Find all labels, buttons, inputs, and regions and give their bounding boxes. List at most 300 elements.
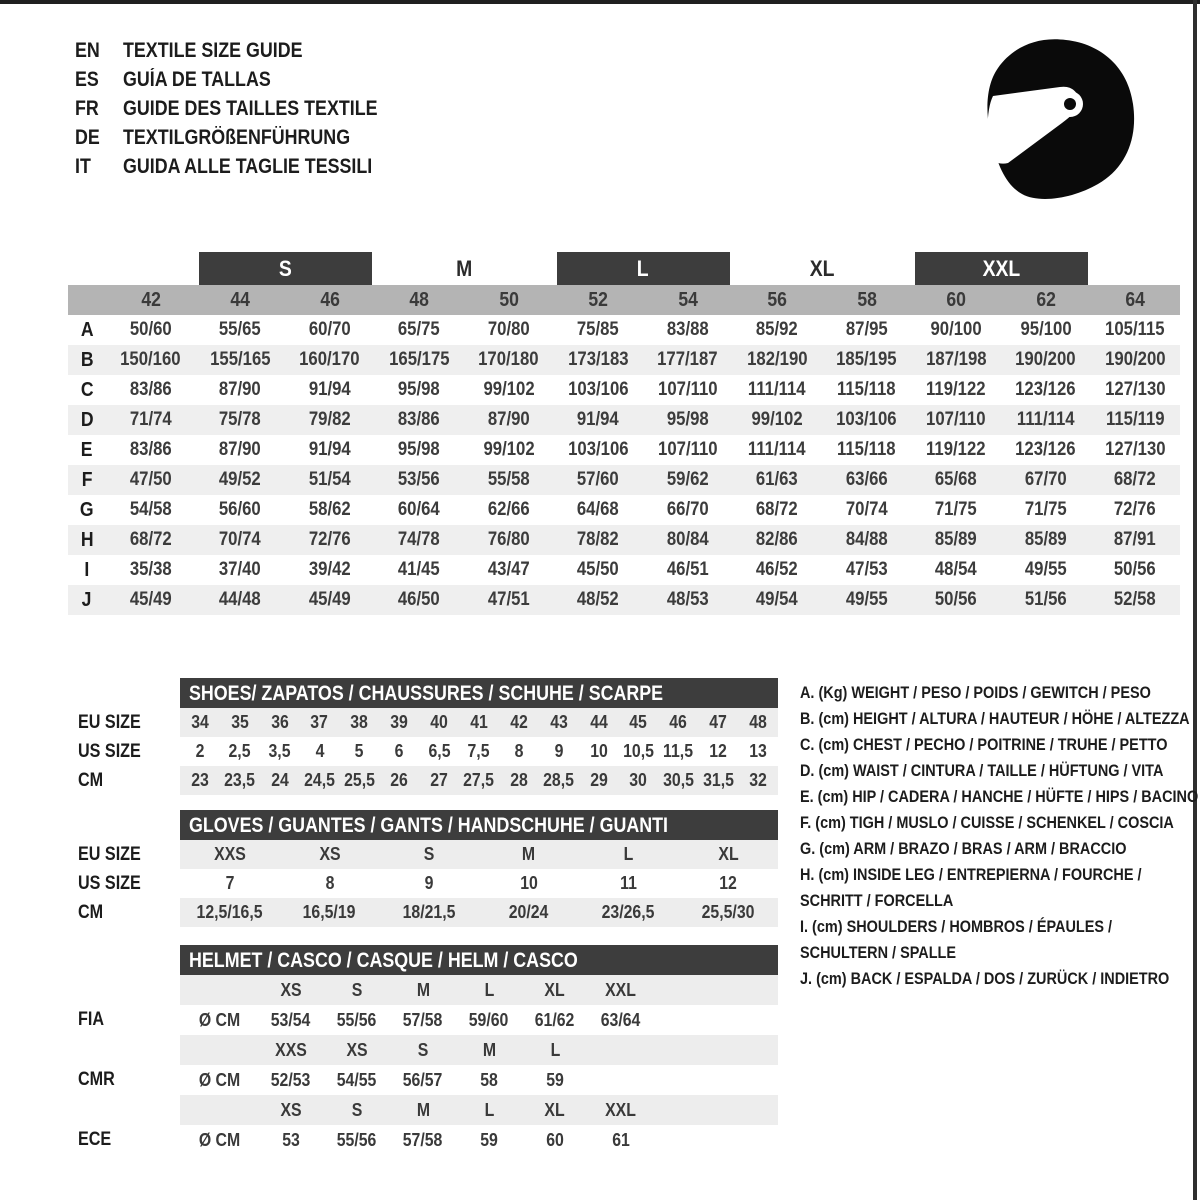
cell-text: 182/190 bbox=[747, 349, 808, 370]
numeric-size-cell bbox=[822, 285, 912, 315]
size-value-cell bbox=[339, 770, 379, 791]
size-value-cell bbox=[280, 873, 380, 894]
measurement-cell bbox=[106, 435, 196, 465]
spacer-cell bbox=[1091, 252, 1181, 285]
language-row bbox=[75, 123, 422, 152]
legend-line bbox=[800, 836, 1198, 862]
measurement-cell bbox=[554, 555, 644, 585]
cell-text: 60 bbox=[946, 288, 967, 311]
section-row-label-text: US SIZE bbox=[78, 872, 141, 894]
cell-text: 29 bbox=[589, 770, 608, 790]
cell-text: 57/58 bbox=[403, 1129, 443, 1150]
cell-text: 9 bbox=[424, 873, 434, 893]
gloves-table bbox=[78, 810, 778, 927]
cell-text: 54 bbox=[677, 288, 698, 311]
section-row-label bbox=[78, 975, 180, 1005]
measurement-cell bbox=[464, 585, 554, 615]
size-value-cell bbox=[339, 741, 379, 762]
section-row-label bbox=[78, 1005, 180, 1035]
size-value-cell bbox=[539, 741, 579, 762]
cell-text: 46 bbox=[669, 712, 688, 732]
cell-text: 49/55 bbox=[1024, 559, 1067, 580]
cell-text: 55/65 bbox=[219, 319, 262, 340]
row-letter-cell bbox=[68, 555, 106, 585]
helmet-size-cell bbox=[324, 980, 390, 1001]
size-value-cell bbox=[260, 741, 300, 762]
language-code-text: DE bbox=[75, 126, 100, 149]
row-letter: A bbox=[80, 318, 94, 341]
measurement-cell bbox=[1001, 495, 1091, 525]
measurement-cell bbox=[733, 315, 823, 345]
size-value-cell bbox=[339, 712, 379, 733]
size-value-cell bbox=[539, 712, 579, 733]
helmet-size-cell bbox=[390, 980, 456, 1001]
legend-item bbox=[800, 680, 1198, 706]
size-value-cell bbox=[280, 902, 380, 923]
legend-line bbox=[800, 940, 1198, 966]
cell-text: 60 bbox=[546, 1129, 564, 1150]
cell-text: 28,5 bbox=[543, 770, 575, 790]
section-row-label bbox=[78, 810, 180, 840]
measurement-cell bbox=[1001, 315, 1091, 345]
cell-text: 56/57 bbox=[403, 1069, 443, 1090]
size-value-cell bbox=[419, 712, 459, 733]
cell-text: 47 bbox=[709, 712, 727, 732]
cell-text: 2 bbox=[195, 741, 205, 761]
cell-text: 59/62 bbox=[666, 469, 709, 490]
cell-text: 25,5/30 bbox=[701, 902, 755, 922]
cell-text: 95/100 bbox=[1020, 319, 1072, 340]
helmet-size-cell bbox=[522, 980, 588, 1001]
measurement-row bbox=[68, 495, 1180, 525]
measurement-row bbox=[68, 465, 1180, 495]
measurement-cell bbox=[1001, 435, 1091, 465]
cell-text: 95/98 bbox=[398, 379, 441, 400]
measurement-row bbox=[68, 405, 1180, 435]
gloves-title: GLOVES / GUANTES / GANTS / HANDSCHUHE / GUANTI bbox=[189, 814, 669, 837]
guide-title-text: GUIDE DES TAILLES TEXTILE bbox=[123, 97, 378, 120]
measurement-cell bbox=[733, 435, 823, 465]
row-letter: F bbox=[81, 468, 93, 491]
row-letter: G bbox=[80, 498, 94, 521]
cell-text: 35/38 bbox=[129, 559, 172, 580]
cell-text: 30,5 bbox=[662, 770, 694, 790]
section-row-label-text: EU SIZE bbox=[78, 711, 141, 733]
cell-text: XXS bbox=[275, 1039, 307, 1060]
measurement-cell bbox=[554, 525, 644, 555]
size-value-cell bbox=[499, 741, 539, 762]
helmet-title: HELMET / CASCO / CASQUE / HELM / CASCO bbox=[189, 949, 578, 972]
helmet-standard-label: FIA bbox=[78, 1009, 105, 1030]
size-group-cell bbox=[912, 252, 1091, 285]
helmet-size-cell bbox=[588, 1100, 654, 1121]
shoes-title: SHOES/ ZAPATOS / CHAUSSURES / SCHUHE / SCARPE bbox=[189, 682, 664, 705]
cell-text: 20/24 bbox=[509, 902, 549, 922]
cell-text: 185/195 bbox=[836, 349, 897, 370]
row-letter-cell bbox=[68, 315, 106, 345]
size-value-cell bbox=[738, 741, 778, 762]
cell-text: L bbox=[484, 1099, 494, 1120]
diameter-unit-text: Ø CM bbox=[198, 1069, 240, 1090]
size-value-cell bbox=[479, 902, 579, 923]
helmet-value-cell bbox=[522, 1130, 588, 1151]
gloves-data-row bbox=[78, 840, 778, 869]
measurement-row bbox=[68, 375, 1180, 405]
cell-text: 91/94 bbox=[308, 379, 351, 400]
measurement-cell bbox=[1091, 345, 1181, 375]
cell-text: S bbox=[351, 1099, 363, 1120]
cell-text: XXL bbox=[605, 1099, 637, 1120]
cell-text: 58 bbox=[856, 288, 877, 311]
cell-text: L bbox=[623, 844, 634, 864]
cell-text: 55/58 bbox=[487, 469, 530, 490]
measurement-cell bbox=[464, 465, 554, 495]
cell-text: 59 bbox=[546, 1069, 564, 1090]
helmet-size-cell bbox=[390, 1100, 456, 1121]
cell-text: 123/126 bbox=[1015, 379, 1076, 400]
helmet-size-cell bbox=[456, 1040, 522, 1061]
measurement-cell bbox=[822, 555, 912, 585]
helmet-sizes-row bbox=[78, 975, 778, 1005]
measurement-cell bbox=[1091, 375, 1181, 405]
guide-title bbox=[123, 65, 297, 94]
cell-text: 11,5 bbox=[663, 741, 694, 761]
cell-text: 24,5 bbox=[304, 770, 335, 790]
cell-text: 150/160 bbox=[120, 349, 181, 370]
measurement-cell bbox=[375, 345, 465, 375]
cell-text: 23,5 bbox=[224, 770, 256, 790]
cell-text: 70/74 bbox=[219, 529, 262, 550]
main-size-table bbox=[68, 252, 1180, 615]
helmet-value-cell bbox=[522, 1010, 588, 1031]
cell-text: 83/86 bbox=[129, 439, 172, 460]
cell-text: 70/74 bbox=[845, 499, 888, 520]
measurement-cell bbox=[822, 405, 912, 435]
size-value-cell bbox=[579, 770, 619, 791]
cell-text: 48/52 bbox=[577, 589, 620, 610]
helmet-size-cell bbox=[456, 980, 522, 1001]
shoes-table bbox=[78, 678, 778, 795]
cell-text: 45/49 bbox=[129, 589, 172, 610]
helmet-cells bbox=[180, 1125, 778, 1155]
legend-line bbox=[800, 862, 1198, 888]
cell-text: M bbox=[522, 844, 536, 864]
cell-text: 85/89 bbox=[935, 529, 978, 550]
cell-text: 65/68 bbox=[935, 469, 978, 490]
size-value-cell bbox=[539, 770, 579, 791]
cell-text: 49/54 bbox=[756, 589, 799, 610]
cell-text: 60/70 bbox=[308, 319, 351, 340]
cell-text: 55/56 bbox=[337, 1129, 377, 1150]
helmet-value-cell bbox=[324, 1130, 390, 1151]
guide-title-text: GUIDA ALLE TAGLIE TESSILI bbox=[123, 155, 373, 178]
size-value-cell bbox=[379, 902, 479, 923]
measurement-cell bbox=[1091, 585, 1181, 615]
measurement-cell bbox=[375, 435, 465, 465]
measurement-cell bbox=[106, 465, 196, 495]
measurement-cell bbox=[643, 585, 733, 615]
cell-text: 44/48 bbox=[219, 589, 262, 610]
numeric-size-cell bbox=[733, 285, 823, 315]
section-row-label bbox=[78, 678, 180, 708]
main-size-table-body bbox=[68, 252, 1180, 615]
measurement-cell bbox=[822, 465, 912, 495]
page-top-border bbox=[0, 0, 1200, 4]
cell-text: 46/51 bbox=[666, 559, 709, 580]
section-row-label bbox=[78, 708, 180, 737]
cell-text: 7 bbox=[225, 873, 235, 893]
cell-text: 43 bbox=[549, 712, 568, 732]
helmet-sizes-row bbox=[78, 1095, 778, 1125]
cell-text: 51/56 bbox=[1024, 589, 1067, 610]
cell-text: 71/74 bbox=[129, 409, 172, 430]
legend-line-text: H. (cm) INSIDE LEG / ENTREPIERNA / FOURCHE / bbox=[800, 865, 1142, 884]
measurement-row bbox=[68, 525, 1180, 555]
measurement-cell bbox=[285, 495, 375, 525]
size-value-cell bbox=[220, 770, 260, 791]
cell-text: 177/187 bbox=[657, 349, 718, 370]
legend-item bbox=[800, 784, 1198, 810]
cell-text: 6,5 bbox=[428, 741, 451, 761]
cell-text: 55/56 bbox=[337, 1009, 377, 1030]
measurement-cell bbox=[554, 465, 644, 495]
measurement-cell bbox=[1001, 525, 1091, 555]
helmet-value-cell bbox=[456, 1010, 522, 1031]
helmet-size-cell bbox=[258, 1100, 324, 1121]
helmet-cells bbox=[180, 1065, 778, 1095]
cell-text: 34 bbox=[191, 712, 209, 732]
legend-line-text: G. (cm) ARM / BRAZO / BRAS / ARM / BRACCIO bbox=[800, 839, 1127, 858]
language-code-text: EN bbox=[75, 39, 100, 62]
measurement-cell bbox=[733, 405, 823, 435]
measurement-cell bbox=[1001, 585, 1091, 615]
cell-text: 103/106 bbox=[568, 379, 629, 400]
language-row bbox=[75, 65, 422, 94]
cell-text: 87/90 bbox=[487, 409, 530, 430]
measurement-row bbox=[68, 585, 1180, 615]
helmet-size-cell bbox=[456, 1100, 522, 1121]
measurement-cell bbox=[285, 555, 375, 585]
cell-text: 99/102 bbox=[751, 409, 803, 430]
measurement-cell bbox=[375, 555, 465, 585]
helmet-size-cell bbox=[258, 1040, 324, 1061]
cell-text: 68/72 bbox=[756, 499, 799, 520]
cell-text: XL bbox=[544, 979, 566, 1000]
size-value-cell bbox=[379, 712, 419, 733]
cell-text: 85/92 bbox=[756, 319, 799, 340]
cell-text: 53/56 bbox=[398, 469, 441, 490]
language-code-text: FR bbox=[75, 97, 99, 120]
helmet-value-cell bbox=[390, 1130, 456, 1151]
guide-title bbox=[123, 123, 390, 152]
size-group-text: XXL bbox=[982, 256, 1020, 281]
shoes-data-row bbox=[78, 737, 778, 766]
legend-line-text: SCHRITT / FORCELLA bbox=[800, 891, 954, 910]
measurement-cell bbox=[196, 375, 286, 405]
size-value-cell bbox=[698, 741, 738, 762]
size-value-cell bbox=[220, 712, 260, 733]
cell-text: 173/183 bbox=[568, 349, 629, 370]
measurement-cell bbox=[822, 345, 912, 375]
measurement-row bbox=[68, 315, 1180, 345]
cell-text: S bbox=[417, 1039, 429, 1060]
cell-text: 165/175 bbox=[389, 349, 450, 370]
measurement-legend bbox=[800, 680, 1198, 992]
measurement-cell bbox=[643, 405, 733, 435]
measurement-cell bbox=[912, 585, 1002, 615]
helmet-value-cell bbox=[390, 1070, 456, 1091]
cell-text: 11 bbox=[620, 873, 637, 893]
cell-text: 75/78 bbox=[219, 409, 262, 430]
cell-text: 107/110 bbox=[657, 379, 718, 400]
section-row-label bbox=[78, 1095, 180, 1125]
row-letter-cell bbox=[68, 495, 106, 525]
language-code bbox=[75, 152, 123, 181]
section-row-label-text: CM bbox=[78, 901, 104, 923]
size-value-cell bbox=[479, 873, 579, 894]
measurement-cell bbox=[822, 435, 912, 465]
textile-size-table bbox=[68, 252, 1180, 615]
row-letter: D bbox=[80, 408, 94, 431]
measurement-cell bbox=[822, 315, 912, 345]
cell-text: 72/76 bbox=[308, 529, 351, 550]
gloves-data-row bbox=[78, 898, 778, 927]
cell-text: L bbox=[550, 1039, 560, 1060]
measurement-cell bbox=[375, 315, 465, 345]
legend-line-text: E. (cm) HIP / CADERA / HANCHE / HÜFTE / HIPS / BACINO bbox=[800, 787, 1199, 806]
cell-text: 70/80 bbox=[487, 319, 530, 340]
cell-text: 52/58 bbox=[1114, 589, 1157, 610]
cell-text: 4 bbox=[315, 741, 324, 761]
size-group-text: L bbox=[637, 256, 649, 281]
cell-text: 58/62 bbox=[308, 499, 351, 520]
cell-text: 80/84 bbox=[666, 529, 709, 550]
size-value-cell bbox=[738, 770, 778, 791]
cell-text: 91/94 bbox=[308, 439, 351, 460]
row-letter-cell bbox=[68, 585, 106, 615]
size-group-text: M bbox=[455, 256, 473, 281]
size-group-row bbox=[68, 252, 1180, 285]
size-value-cell bbox=[579, 902, 679, 923]
cell-text: 85/89 bbox=[1024, 529, 1067, 550]
measurement-cell bbox=[643, 345, 733, 375]
measurement-cell bbox=[554, 405, 644, 435]
cell-text: 16,5/19 bbox=[303, 902, 356, 922]
cell-text: 87/91 bbox=[1114, 529, 1157, 550]
legend-line-text: D. (cm) WAIST / CINTURA / TAILLE / HÜFTUNG / VITA bbox=[800, 761, 1164, 780]
helmet-size-cell bbox=[522, 1100, 588, 1121]
helmet-value-cell bbox=[324, 1070, 390, 1091]
measurement-cell bbox=[196, 495, 286, 525]
racing-helmet-icon bbox=[978, 36, 1138, 211]
legend-line bbox=[800, 680, 1198, 706]
size-value-cell bbox=[280, 844, 380, 865]
cell-text: 18/21,5 bbox=[402, 902, 456, 922]
measurement-cell bbox=[912, 435, 1002, 465]
cell-text: 46/50 bbox=[398, 589, 441, 610]
cell-text: 57/58 bbox=[403, 1009, 443, 1030]
size-value-cell bbox=[180, 873, 280, 894]
measurement-cell bbox=[643, 315, 733, 345]
helmet-value-cell bbox=[522, 1070, 588, 1091]
measurement-cell bbox=[912, 405, 1002, 435]
size-value-cell bbox=[579, 873, 679, 894]
cell-text: 2,5 bbox=[228, 741, 251, 761]
helmet-value-cell bbox=[456, 1130, 522, 1151]
measurement-cell bbox=[375, 585, 465, 615]
diameter-unit-cell bbox=[180, 1070, 258, 1091]
cell-text: 76/80 bbox=[487, 529, 530, 550]
measurement-cell bbox=[196, 435, 286, 465]
legend-line bbox=[800, 732, 1198, 758]
measurement-cell bbox=[196, 465, 286, 495]
row-letter-cell bbox=[68, 435, 106, 465]
legend-line bbox=[800, 966, 1198, 992]
measurement-cell bbox=[196, 405, 286, 435]
cell-text: M bbox=[416, 979, 430, 1000]
numeric-size-cell bbox=[464, 285, 554, 315]
cell-text: 41 bbox=[470, 712, 488, 732]
measurement-cell bbox=[285, 525, 375, 555]
cell-text: 39 bbox=[390, 712, 409, 732]
cell-text: 12 bbox=[709, 741, 727, 761]
numeric-size-cell bbox=[285, 285, 375, 315]
size-value-cell bbox=[499, 770, 539, 791]
size-value-cell bbox=[379, 741, 419, 762]
legend-item bbox=[800, 862, 1198, 914]
shoes-header-row bbox=[78, 678, 778, 708]
row-letter-cell bbox=[68, 465, 106, 495]
size-value-cell bbox=[698, 712, 738, 733]
numeric-size-cell bbox=[196, 285, 286, 315]
cell-text: XL bbox=[544, 1099, 566, 1120]
measurement-cell bbox=[285, 315, 375, 345]
measurement-cell bbox=[733, 345, 823, 375]
cell-text: 68/72 bbox=[1114, 469, 1157, 490]
measurement-cell bbox=[1091, 555, 1181, 585]
cell-text: 51/54 bbox=[308, 469, 351, 490]
helmet-value-cell bbox=[588, 1010, 654, 1031]
cell-text: XS bbox=[318, 844, 341, 864]
helmet-size-cell bbox=[324, 1100, 390, 1121]
measurement-cell bbox=[822, 525, 912, 555]
measurement-cell bbox=[106, 345, 196, 375]
cell-text: 46 bbox=[319, 288, 340, 311]
cell-text: 47/51 bbox=[487, 589, 530, 610]
legend-item bbox=[800, 810, 1198, 836]
size-group-bar bbox=[915, 252, 1088, 285]
measurement-cell bbox=[822, 495, 912, 525]
cell-text: 187/198 bbox=[926, 349, 987, 370]
language-code-text: ES bbox=[75, 68, 99, 91]
measurement-cell bbox=[464, 525, 554, 555]
measurement-cell bbox=[1001, 555, 1091, 585]
helmet-cells bbox=[180, 1035, 778, 1065]
measurement-cell bbox=[1091, 315, 1181, 345]
cell-text: 59 bbox=[480, 1129, 498, 1150]
legend-line-text: F. (cm) TIGH / MUSLO / CUISSE / SCHENKEL / COSCIA bbox=[800, 813, 1174, 832]
helmet-value-cell bbox=[456, 1070, 522, 1091]
measurement-cell bbox=[464, 435, 554, 465]
numeric-size-cell bbox=[1001, 285, 1091, 315]
measurement-cell bbox=[1091, 525, 1181, 555]
legend-line-text: B. (cm) HEIGHT / ALTURA / HAUTEUR / HÖHE / ALTEZZA bbox=[800, 709, 1190, 728]
helmet-logo-svg bbox=[978, 36, 1138, 211]
measurement-cell bbox=[375, 525, 465, 555]
cell-text: 64 bbox=[1125, 288, 1146, 311]
measurement-cell bbox=[285, 435, 375, 465]
cell-text: 3,5 bbox=[268, 741, 291, 761]
